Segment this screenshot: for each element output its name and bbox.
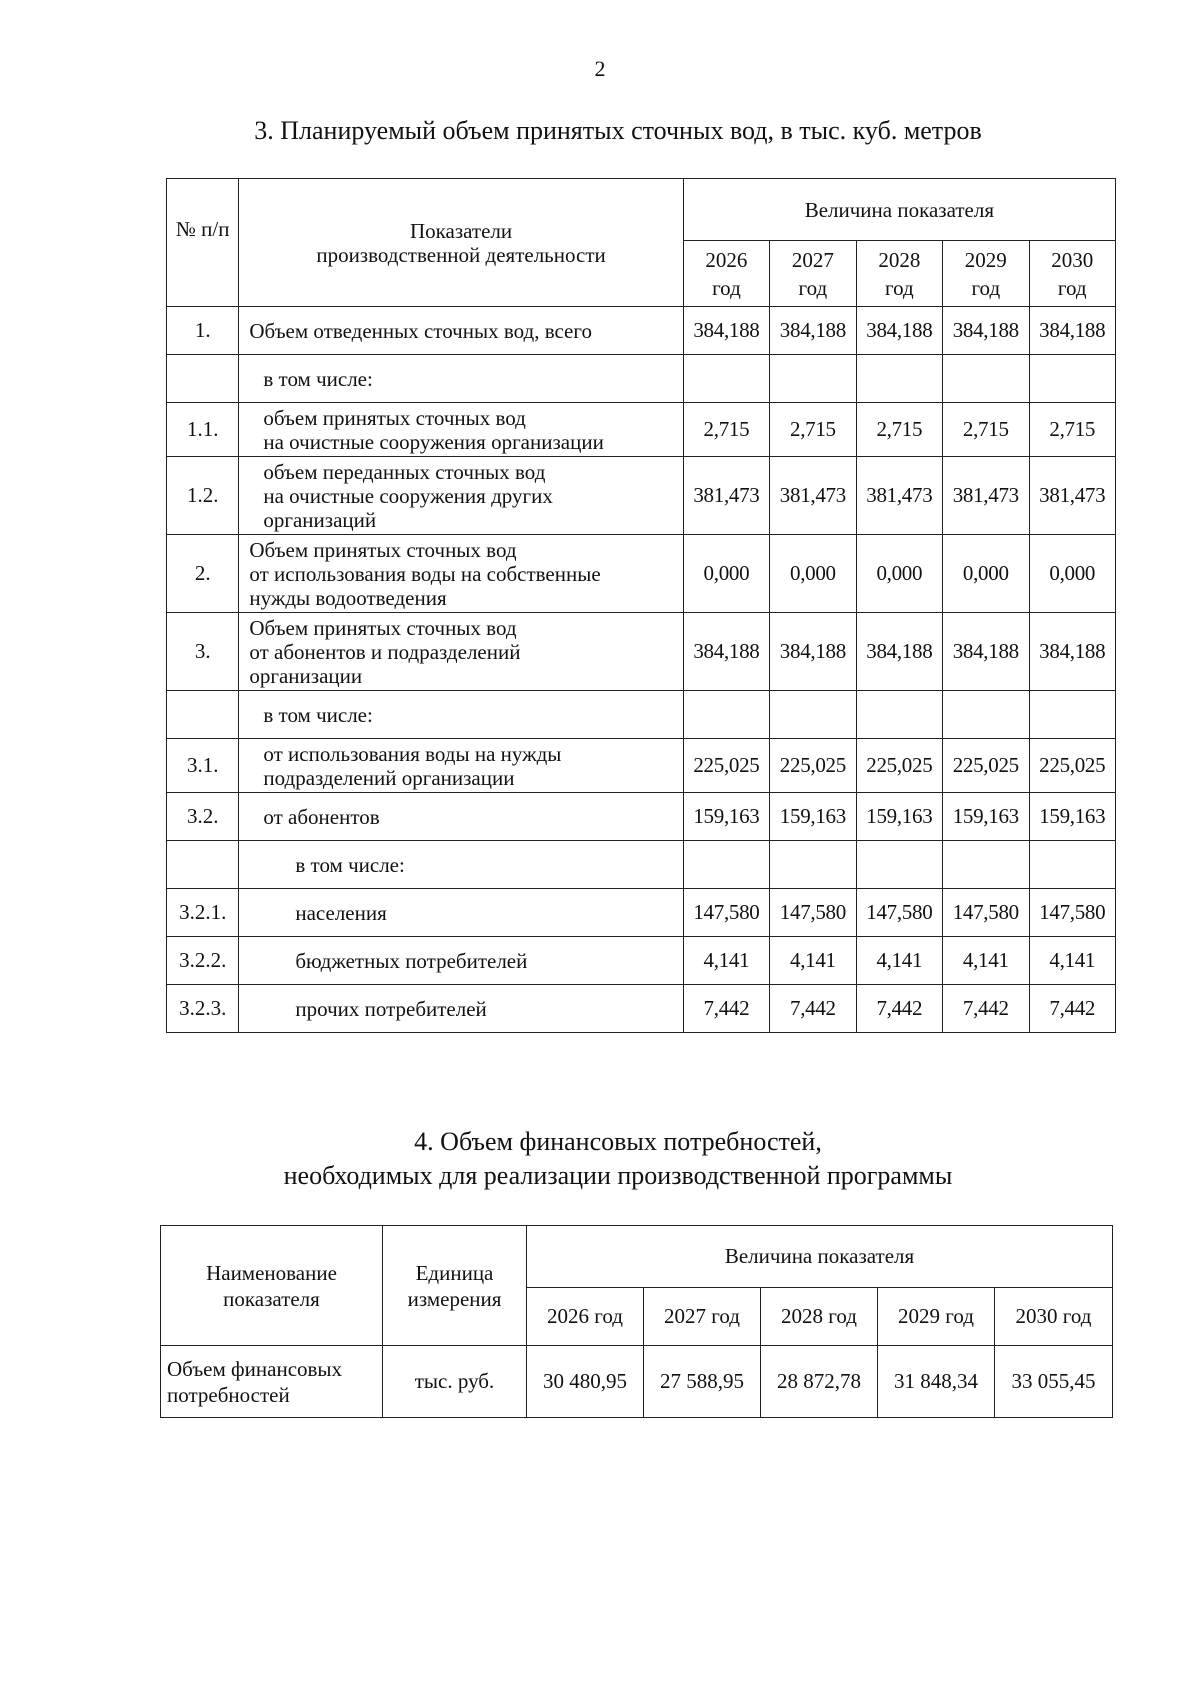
value-cell: 2,715 xyxy=(770,403,856,457)
value-cell: 4,141 xyxy=(683,937,769,985)
indicator-line: организаций xyxy=(263,507,377,532)
year-label: 2030 xyxy=(1051,247,1094,272)
value-cell: 159,163 xyxy=(856,793,942,841)
value-cell xyxy=(683,355,769,403)
value-cell xyxy=(770,691,856,739)
row-number: 3.2.3. xyxy=(167,985,239,1033)
value-cell: 384,188 xyxy=(943,307,1029,355)
year-unit-label: год xyxy=(1057,275,1087,300)
table-row xyxy=(167,889,1116,937)
financial-needs-table xyxy=(160,1225,1113,1418)
page-number: 2 xyxy=(594,56,606,81)
value-cell: 381,473 xyxy=(856,457,942,535)
value-cell: 147,580 xyxy=(943,889,1029,937)
value-cell: 147,580 xyxy=(683,889,769,937)
value-cell: 381,473 xyxy=(943,457,1029,535)
indicator-line: от абонентов xyxy=(263,804,380,829)
value-cell: 225,025 xyxy=(1029,739,1115,793)
row-indicator-name xyxy=(239,307,683,355)
section-4-title-line2: необходимых для реализации производственной программы xyxy=(283,1161,953,1190)
table-row xyxy=(167,355,1116,403)
value-cell: 159,163 xyxy=(1029,793,1115,841)
year-unit-label: год xyxy=(798,275,828,300)
column-header-unit xyxy=(383,1226,527,1346)
value-cell: 381,473 xyxy=(683,457,769,535)
year-unit-label: год xyxy=(885,275,914,300)
value-cell xyxy=(683,841,769,889)
value-cell: 384,188 xyxy=(1029,307,1115,355)
value-cell xyxy=(1029,691,1115,739)
table-row xyxy=(167,937,1116,985)
column-header-indicator xyxy=(239,179,683,307)
value-cell: 0,000 xyxy=(683,535,769,613)
value-cell: 225,025 xyxy=(943,739,1029,793)
indicator-line: на очистные сооружения других xyxy=(263,483,553,508)
value-cell: 2,715 xyxy=(1029,403,1115,457)
wastewater-volume-table xyxy=(166,178,1116,1033)
row-indicator-name xyxy=(239,457,683,535)
row-number: 3.2.2. xyxy=(167,937,239,985)
column-header-year: 2026 год xyxy=(527,1288,644,1346)
row-indicator-name xyxy=(239,985,683,1033)
value-cell: 7,442 xyxy=(943,985,1029,1033)
table-row xyxy=(167,793,1116,841)
header-unit-line1: Единица xyxy=(415,1260,494,1285)
year-label: 2027 xyxy=(791,247,834,272)
row-number: 3.2. xyxy=(167,793,239,841)
indicator-line: от использования воды на нужды xyxy=(263,741,562,766)
row-indicator-name xyxy=(239,937,683,985)
value-cell: 384,188 xyxy=(856,307,942,355)
table-row xyxy=(167,535,1116,613)
value-cell: 4,141 xyxy=(943,937,1029,985)
row-indicator-name xyxy=(239,691,683,739)
indicator-line: потребностей xyxy=(167,1382,290,1407)
row-indicator-name xyxy=(239,889,683,937)
header-indicator-line1: Показатели xyxy=(409,218,513,243)
indicator-line: Объем принятых сточных вод xyxy=(249,537,517,562)
row-indicator-name xyxy=(239,841,683,889)
indicator-line: бюджетных потребителей xyxy=(295,948,528,973)
value-cell: 147,580 xyxy=(1029,889,1115,937)
indicator-line: в том числе: xyxy=(295,852,405,877)
row-indicator-name xyxy=(239,739,683,793)
column-header-num: № п/п xyxy=(167,179,239,307)
column-group-header: Величина показателя xyxy=(683,179,1115,241)
table-row xyxy=(167,841,1116,889)
indicator-line: в том числе: xyxy=(263,366,373,391)
indicator-line: организации xyxy=(249,663,363,688)
value-cell: 2,715 xyxy=(683,403,769,457)
value-cell xyxy=(770,355,856,403)
value-cell: 147,580 xyxy=(770,889,856,937)
column-header-name xyxy=(161,1226,383,1346)
header-name-line2: показателя xyxy=(223,1286,320,1311)
value-cell xyxy=(856,691,942,739)
value-cell: 4,141 xyxy=(770,937,856,985)
column-header-year-2030 xyxy=(1029,241,1115,307)
table-row xyxy=(167,307,1116,355)
value-cell: 7,442 xyxy=(856,985,942,1033)
value-cell: 225,025 xyxy=(770,739,856,793)
row-number xyxy=(167,691,239,739)
row-number: 1.1. xyxy=(167,403,239,457)
row-indicator-name xyxy=(239,535,683,613)
value-cell: 384,188 xyxy=(683,613,769,691)
row-number: 3.1. xyxy=(167,739,239,793)
table-row xyxy=(167,739,1116,793)
row-indicator-name xyxy=(239,403,683,457)
value-cell: 33 055,45 xyxy=(995,1346,1113,1418)
row-number: 1. xyxy=(167,307,239,355)
indicator-line: Объем финансовых xyxy=(167,1356,343,1381)
year-label: 2026 xyxy=(705,247,748,272)
column-header-year: 2027 год xyxy=(644,1288,761,1346)
value-cell xyxy=(770,841,856,889)
value-cell: 31 848,34 xyxy=(878,1346,995,1418)
table-row xyxy=(167,985,1116,1033)
value-cell: 7,442 xyxy=(770,985,856,1033)
column-header-year: 2029 год xyxy=(878,1288,995,1346)
value-cell: 0,000 xyxy=(943,535,1029,613)
section-4-title xyxy=(68,1125,1168,1193)
value-cell: 147,580 xyxy=(856,889,942,937)
table-header-row xyxy=(167,179,1116,241)
indicator-line: Объем отведенных сточных вод, всего xyxy=(249,318,592,343)
header-unit-line2: измерения xyxy=(407,1286,502,1311)
value-cell xyxy=(856,355,942,403)
value-cell: 159,163 xyxy=(770,793,856,841)
row-number: 2. xyxy=(167,535,239,613)
indicator-line: на очистные сооружения организации xyxy=(263,429,604,454)
value-cell: 0,000 xyxy=(856,535,942,613)
value-cell: 381,473 xyxy=(770,457,856,535)
indicator-line: в том числе: xyxy=(263,702,373,727)
value-cell: 381,473 xyxy=(1029,457,1115,535)
indicator-line: прочих потребителей xyxy=(295,996,487,1021)
table-row xyxy=(167,691,1116,739)
row-number xyxy=(167,841,239,889)
value-cell xyxy=(1029,355,1115,403)
value-cell: 30 480,95 xyxy=(527,1346,644,1418)
value-cell xyxy=(683,691,769,739)
row-number xyxy=(167,355,239,403)
column-header-year-2028 xyxy=(856,241,942,307)
value-cell: 7,442 xyxy=(683,985,769,1033)
indicator-line: от абонентов и подразделений xyxy=(249,639,521,664)
column-header-year-2026 xyxy=(683,241,769,307)
value-cell: 0,000 xyxy=(1029,535,1115,613)
value-cell: 384,188 xyxy=(943,613,1029,691)
row-indicator-name xyxy=(239,613,683,691)
column-header-year: 2030 год xyxy=(995,1288,1113,1346)
indicator-line: объем принятых сточных вод xyxy=(263,405,526,430)
value-cell: 0,000 xyxy=(770,535,856,613)
value-cell xyxy=(1029,841,1115,889)
column-group-header: Величина показателя xyxy=(527,1226,1113,1288)
table-header-row xyxy=(161,1226,1113,1288)
value-cell: 7,442 xyxy=(1029,985,1115,1033)
value-cell: 384,188 xyxy=(770,613,856,691)
table-row xyxy=(167,403,1116,457)
indicator-line: Объем принятых сточных вод xyxy=(249,615,517,640)
value-cell: 159,163 xyxy=(943,793,1029,841)
table-row xyxy=(167,613,1116,691)
year-label: 2029 xyxy=(964,247,1007,272)
row-number: 3. xyxy=(167,613,239,691)
year-label: 2028 xyxy=(878,247,921,272)
value-cell xyxy=(943,841,1029,889)
value-cell: 4,141 xyxy=(856,937,942,985)
row-indicator-name xyxy=(239,355,683,403)
table-row xyxy=(161,1346,1113,1418)
header-indicator-line2: производственной деятельности xyxy=(316,242,606,267)
row-unit: тыс. руб. xyxy=(383,1346,527,1418)
row-indicator-name xyxy=(239,793,683,841)
value-cell: 384,188 xyxy=(856,613,942,691)
value-cell: 384,188 xyxy=(683,307,769,355)
value-cell: 2,715 xyxy=(856,403,942,457)
table-row xyxy=(167,457,1116,535)
year-unit-label: год xyxy=(971,275,1001,300)
value-cell: 27 588,95 xyxy=(644,1346,761,1418)
value-cell: 384,188 xyxy=(770,307,856,355)
column-header-year-2027 xyxy=(770,241,856,307)
column-header-year: 2028 год xyxy=(761,1288,878,1346)
value-cell xyxy=(943,691,1029,739)
indicator-line: объем переданных сточных вод xyxy=(263,459,546,484)
header-name-line1: Наименование xyxy=(206,1260,337,1285)
value-cell xyxy=(856,841,942,889)
value-cell: 159,163 xyxy=(683,793,769,841)
value-cell: 225,025 xyxy=(856,739,942,793)
section-4-title-line1: 4. Объем финансовых потребностей, xyxy=(414,1127,822,1156)
value-cell xyxy=(943,355,1029,403)
indicator-line: населения xyxy=(295,900,387,925)
year-unit-label: год xyxy=(712,275,741,300)
column-header-year-2029 xyxy=(943,241,1029,307)
value-cell: 28 872,78 xyxy=(761,1346,878,1418)
value-cell: 225,025 xyxy=(683,739,769,793)
value-cell: 384,188 xyxy=(1029,613,1115,691)
section-3-title: 3. Планируемый объем принятых сточных вод, в тыс. куб. метров xyxy=(254,116,982,145)
indicator-line: от использования воды на собственные xyxy=(249,561,601,586)
value-cell: 4,141 xyxy=(1029,937,1115,985)
row-number: 3.2.1. xyxy=(167,889,239,937)
indicator-line: подразделений организации xyxy=(263,765,515,790)
value-cell: 2,715 xyxy=(943,403,1029,457)
row-number: 1.2. xyxy=(167,457,239,535)
indicator-line: нужды водоотведения xyxy=(249,585,447,610)
row-indicator-name xyxy=(161,1346,383,1418)
